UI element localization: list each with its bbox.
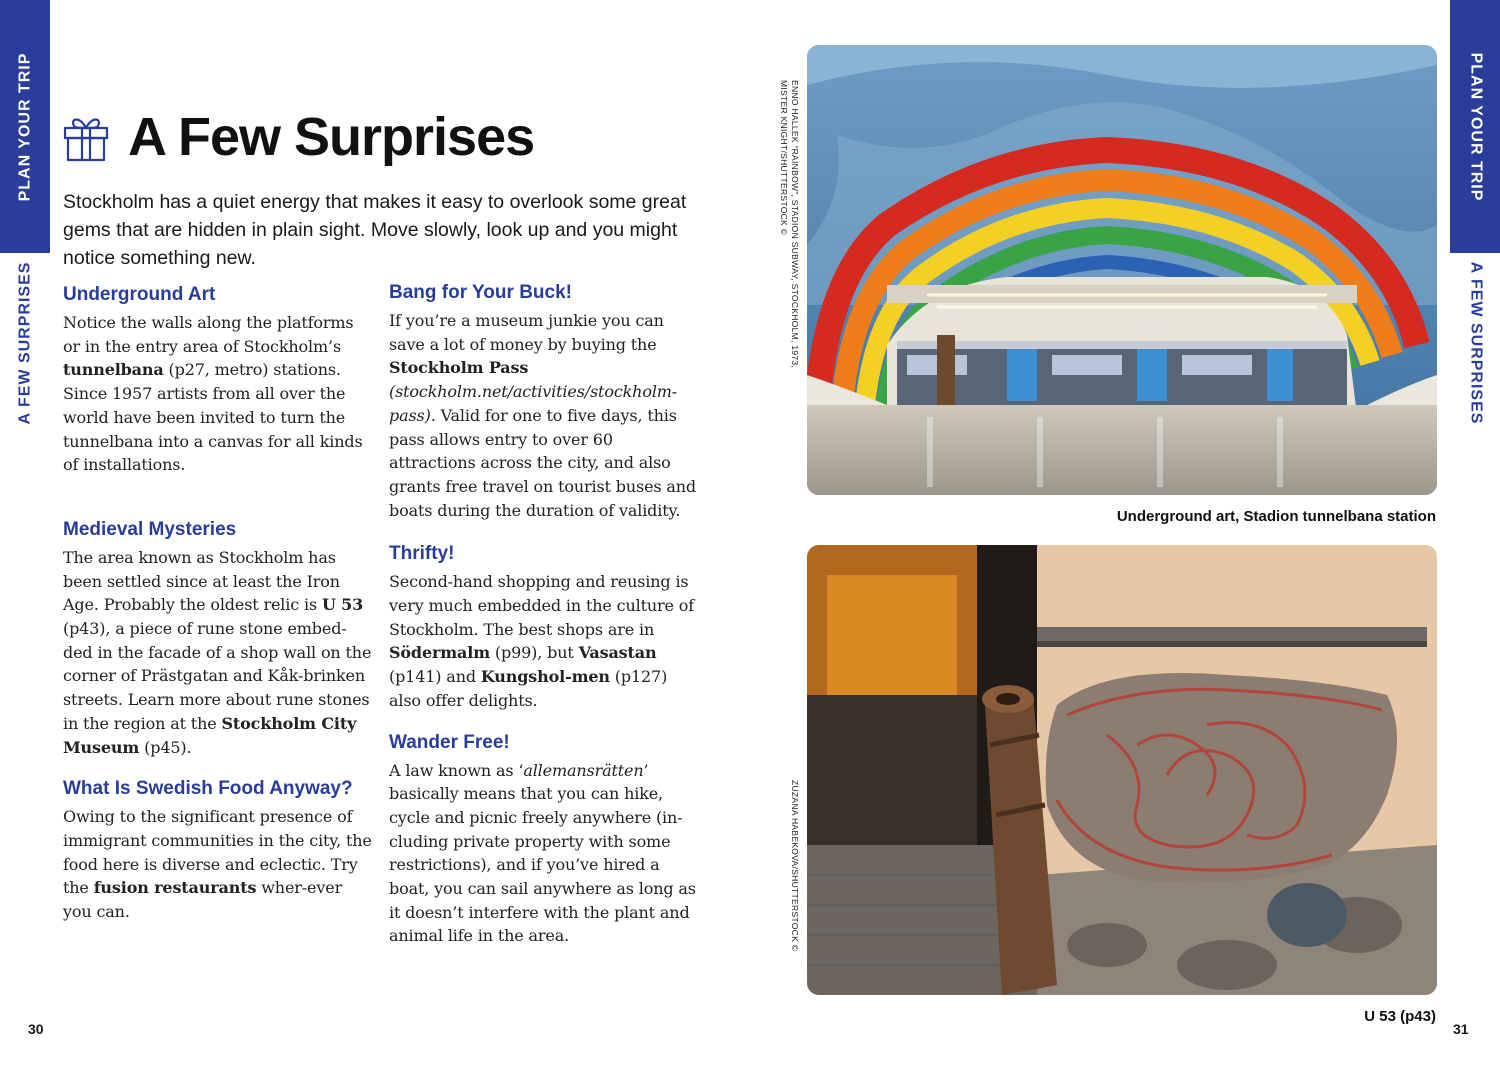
section-underground-art <box>63 283 375 477</box>
section-heading: Wander Free! <box>389 731 510 753</box>
photo-rune-stone <box>807 545 1437 995</box>
section-heading: Underground Art <box>63 284 216 305</box>
section-medieval-mysteries <box>63 518 375 759</box>
right-side-tab <box>1450 0 1500 1082</box>
section-wander-free <box>389 731 701 949</box>
section-heading: Bang for Your Buck! <box>389 282 572 303</box>
section-bang-for-your-buck <box>389 281 701 522</box>
section-heading: Thrifty! <box>389 543 455 565</box>
section-swedish-food <box>63 777 375 924</box>
chapter-label-right: A FEW SURPRISES <box>1467 261 1484 425</box>
photo-credit-1: ENNO HALLEK “RAINBOW”, STADION SUBWAY, STOCKHOLM, 1973, MISTER KNIGHT/SHUTTERSTOCK © <box>779 80 800 369</box>
plan-your-trip-tab[interactable] <box>0 0 50 253</box>
stadion-station-illustration <box>807 45 1437 495</box>
section-body: Owing to the significant presence of immigrant communities in the city, the food here is diverse and eclectic. Try the fusion restaurants wher-ever you can. <box>63 807 372 922</box>
photo-credit-2: ZUZANA HABEKOVA/SHUTTERSTOCK © <box>790 780 800 952</box>
page-title: A Few Surprises <box>128 107 535 167</box>
section-body: The area known as Stockholm has been settled since at least the Iron Age. Probably the oldest relic is U 53 (p43), a piece of rune stone embed-ded in the facade of a shop wall on the corner of Prästgatan and Kåk-brinken streets. Learn more about rune stones in the region at the Stockholm City Museum (p45). <box>63 547 372 757</box>
photo-caption-2: U 53 (p43) <box>1364 1008 1436 1025</box>
page-number-right: 31 <box>1453 1021 1469 1037</box>
right-column <box>389 281 701 948</box>
section-body: Second-hand shopping and reusing is very much embedded in the culture of Stockholm. The best shops are in Södermalm (p99), but Vasastan (p141) and Kungshol-men (p127) also offer delights. <box>389 572 695 710</box>
plan-your-trip-tab-right[interactable] <box>1450 0 1500 253</box>
page-number-left: 30 <box>28 1021 44 1037</box>
section-body: Notice the walls along the platforms or in the entry area of Stockholm’s tunnelbana (p27, metro) stations. Since 1957 artists from all over the world have been invited to turn the tunnelbana into a canvas for all kinds of installations. <box>63 313 363 475</box>
gift-icon <box>62 112 110 162</box>
section-body: A law known as ‘allemansrätten’ basically means that you can hike, cycle and picnic freely anywhere (in-cluding private property with some restrictions), and if you’ve hired a boat, you can sail anywhere as long as it doesn’t interfere with the plant and animal life in the area. <box>389 760 696 946</box>
rune-stone-illustration <box>807 545 1437 995</box>
title-row <box>62 107 535 167</box>
photo-caption-1: Underground art, Stadion tunnelbana station <box>1116 508 1436 525</box>
section-thrifty <box>389 542 701 712</box>
plan-your-trip-label-right: PLAN YOUR TRIP <box>1467 52 1485 201</box>
section-body: If you’re a museum junkie you can save a lot of money by buying the Stockholm Pass (stockholm.net/activities/stockholm-pass). Valid for one to five days, this pass allows entry to over 60 attractions across the city, and also grants free travel on tourist buses and boats during the duration of validity. <box>389 311 697 520</box>
left-column <box>63 283 375 924</box>
plan-your-trip-label: PLAN YOUR TRIP <box>16 52 34 201</box>
chapter-label-left: A FEW SURPRISES <box>16 261 33 425</box>
intro-paragraph: Stockholm has a quiet energy that makes it easy to overlook some great gems that are hidden in plain sight. Move slowly, look up and you might notice something new. <box>63 191 687 269</box>
section-heading: What Is Swedish Food Anyway? <box>63 778 353 800</box>
left-side-tab <box>0 0 50 1082</box>
photo-stadion-station <box>807 45 1437 495</box>
section-heading: Medieval Mysteries <box>63 518 237 540</box>
